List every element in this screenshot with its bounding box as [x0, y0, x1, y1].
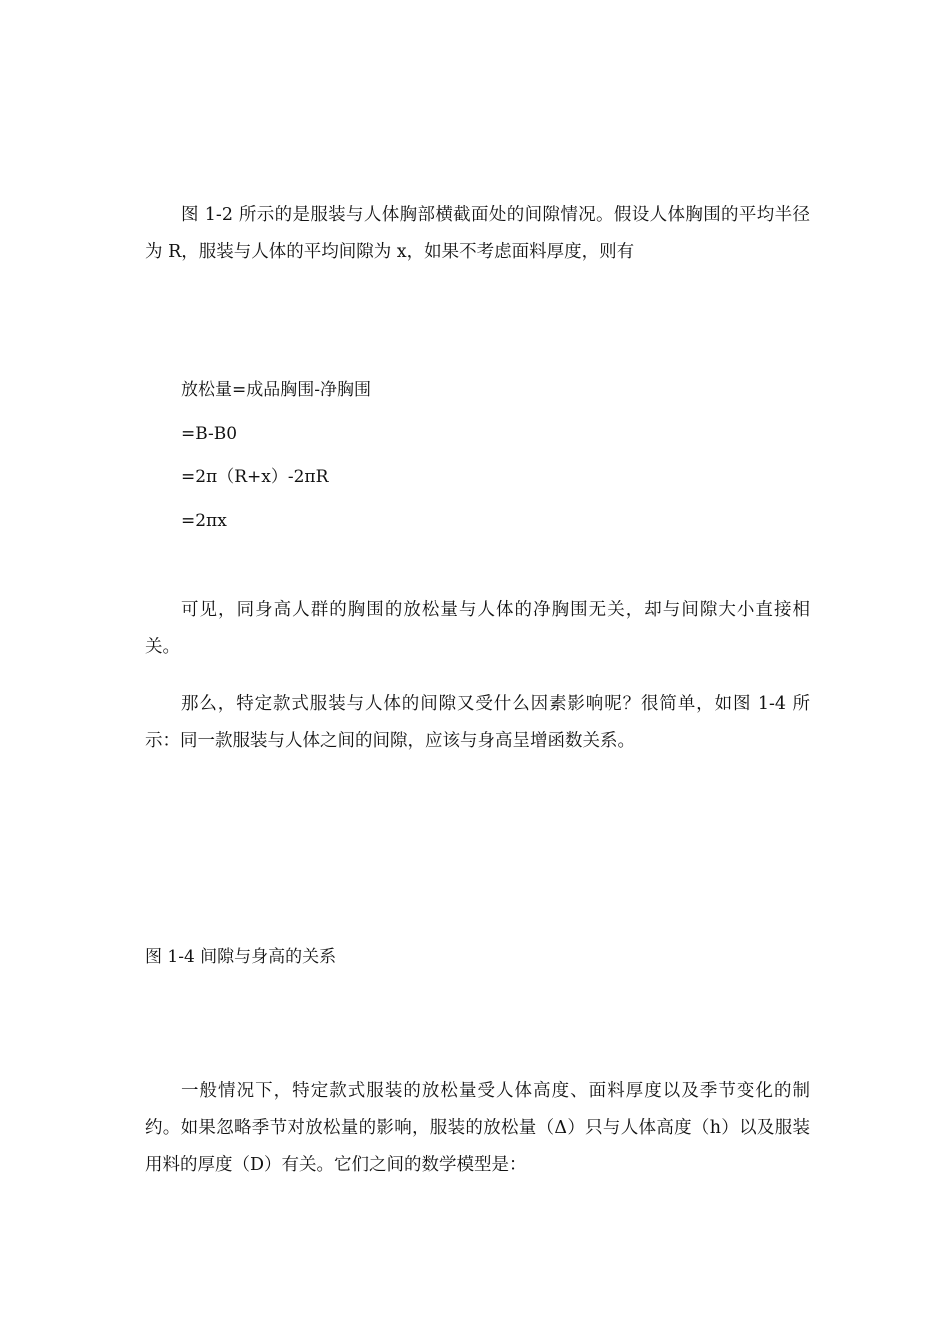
figure-caption: 图 1-4 间隙与身高的关系: [145, 947, 337, 967]
formula-line-substitution: =B-B0: [181, 424, 238, 444]
paragraph-gap-factors: 那么，特定款式服装与人体的间隙又受什么因素影响呢？很简单，如图 1-4 所示：同一款服装与人体之间的间隙，应该与身高呈增函数关系。: [145, 694, 810, 751]
paragraph-math-model-intro: 一般情况下，特定款式服装的放松量受人体高度、面料厚度以及季节变化的制约。如果忽略季节对放松量的影响，服装的放松量（Δ）只与人体高度（h）以及服装用料的厚度（D）有关。它们之间的数学模型是：: [145, 1081, 810, 1175]
paragraph-chest-gap-intro: 图 1-2 所示的是服装与人体胸部横截面处的间隙情况。假设人体胸围的平均半径为 R，服装与人体的平均间隙为 x，如果不考虑面料厚度，则有: [145, 205, 810, 262]
formula-line-result: =2πx: [181, 511, 227, 531]
paragraph-ease-conclusion: 可见，同身高人群的胸围的放松量与人体的净胸围无关，却与间隙大小直接相关。: [145, 600, 810, 657]
formula-line-definition: 放松量=成品胸围-净胸围: [181, 380, 371, 400]
formula-line-circumference: =2π（R+x）-2πR: [181, 467, 329, 487]
